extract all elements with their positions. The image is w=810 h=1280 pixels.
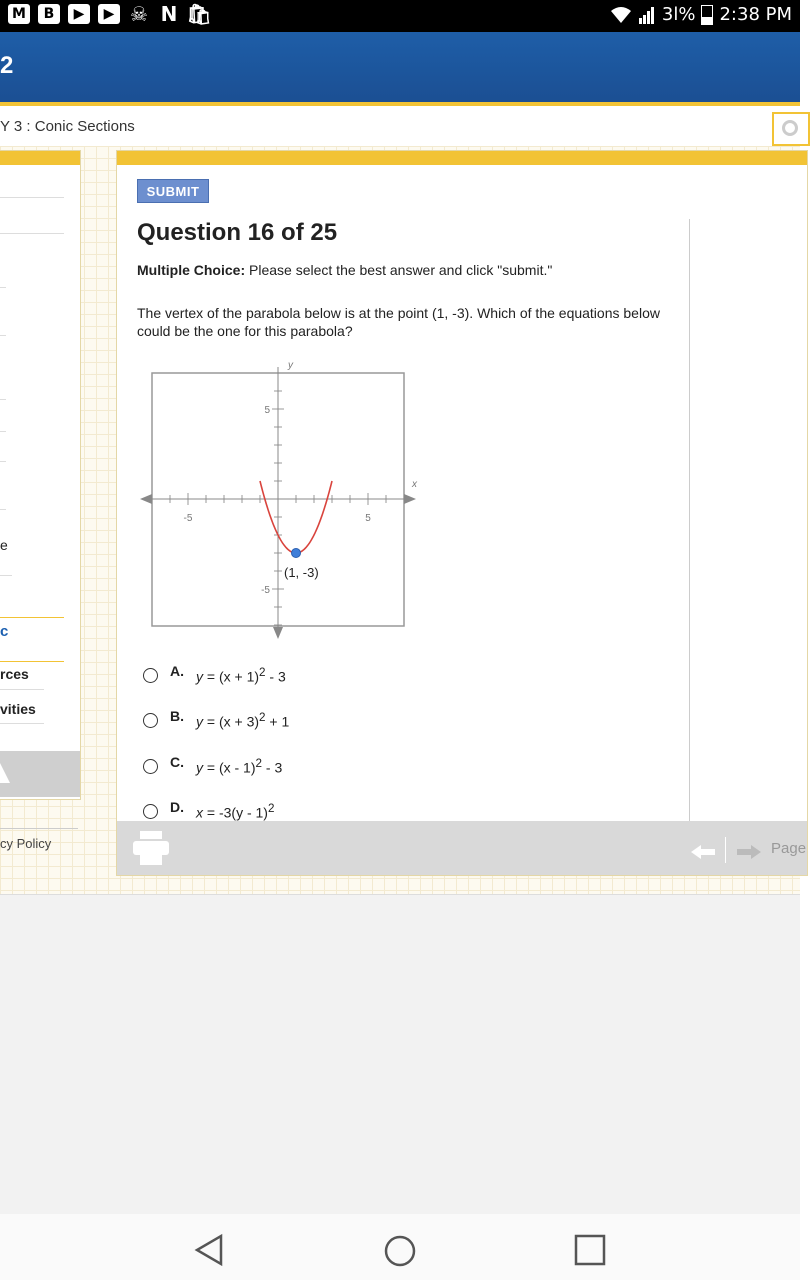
- sidebar-divider: [0, 233, 64, 234]
- print-button[interactable]: [133, 831, 169, 865]
- search-icon: [782, 120, 798, 136]
- equation-variable: x: [196, 804, 203, 821]
- panel-footer-bar: [117, 821, 807, 875]
- sidebar-divider: [0, 661, 64, 662]
- nav-separator: [725, 837, 726, 863]
- equation-tail: - 3: [262, 759, 283, 776]
- b-app-icon: B: [38, 4, 60, 24]
- equation-variable: y: [196, 713, 203, 730]
- x-axis-label: x: [412, 479, 417, 490]
- x-axis-arrow-right: [404, 494, 416, 504]
- tick-label-y-neg: -5: [261, 585, 270, 596]
- previous-arrow-shaft[interactable]: [701, 849, 715, 855]
- youtube-icon: ▶: [68, 4, 90, 24]
- privacy-divider: [0, 828, 78, 829]
- next-arrow-icon[interactable]: [751, 845, 761, 859]
- sub-header: [0, 106, 800, 146]
- printer-icon-top: [140, 831, 162, 839]
- equation-exponent: 2: [259, 710, 266, 724]
- battery-percent: 3l%: [661, 4, 696, 25]
- recents-icon[interactable]: [574, 1234, 606, 1266]
- equation-tail: + 1: [265, 713, 290, 730]
- youtube-icon-2: ▶: [98, 4, 120, 24]
- equation-body: = (x - 1): [203, 759, 256, 776]
- sidebar-divider: [0, 197, 64, 198]
- status-bar: [0, 0, 800, 32]
- sidebar-divider: [0, 461, 6, 462]
- choice-d[interactable]: [143, 799, 274, 823]
- y-axis-label: y: [288, 360, 293, 371]
- system-status: [610, 4, 792, 25]
- sidebar-action-band[interactable]: [0, 751, 80, 797]
- radio-button[interactable]: [143, 668, 158, 683]
- parabola-graph: [135, 353, 417, 643]
- radio-button[interactable]: [143, 804, 158, 819]
- sidebar-divider: [0, 399, 6, 400]
- instruction-text: Please select the best answer and click "submit.": [249, 262, 553, 278]
- header-number: 2: [0, 52, 14, 79]
- tick-label-x-neg: -5: [183, 513, 193, 524]
- x-axis-arrow-left: [140, 494, 152, 504]
- android-nav-bar: [0, 1214, 800, 1280]
- gmail-icon: M: [8, 4, 30, 24]
- sidebar: [0, 150, 81, 800]
- question-type: Multiple Choice:: [137, 262, 246, 278]
- signal-icon: [638, 6, 656, 24]
- equation-exponent: 2: [255, 756, 262, 770]
- choice-b[interactable]: [143, 708, 289, 732]
- shopping-bag-icon: 🛍: [186, 2, 212, 26]
- submit-button[interactable]: SUBMIT: [137, 179, 209, 203]
- vertex-label: (1, -3): [284, 565, 319, 580]
- notification-icons: [8, 4, 210, 24]
- breadcrumb: Y 3 : Conic Sections: [0, 118, 135, 135]
- radio-button[interactable]: [143, 759, 158, 774]
- netflix-icon: N: [160, 2, 178, 26]
- wifi-icon: [610, 6, 632, 24]
- tick-label-y-pos: 5: [264, 405, 270, 416]
- sidebar-item-resources[interactable]: rces: [0, 666, 29, 682]
- sidebar-divider: [0, 509, 6, 510]
- sidebar-divider: [0, 335, 6, 336]
- app-header: [0, 32, 800, 102]
- back-icon[interactable]: [194, 1234, 224, 1266]
- sidebar-item-activities[interactable]: vities: [0, 701, 36, 717]
- vertex-point: [292, 549, 301, 558]
- question-panel: [116, 150, 808, 876]
- choice-equation: [196, 757, 282, 776]
- sidebar-top-band: [0, 151, 80, 165]
- equation-body: = (x + 1): [203, 668, 260, 685]
- sidebar-divider: [0, 287, 6, 288]
- choice-letter: A.: [170, 663, 184, 679]
- equation-variable: y: [196, 759, 203, 776]
- equation-exponent: 2: [259, 665, 266, 679]
- question-text: The vertex of the parabola below is at the point (1, -3). Which of the equations below could be the one for this parabola?: [137, 305, 660, 339]
- question-instructions: [137, 262, 552, 278]
- privacy-policy-link[interactable]: cy Policy: [0, 836, 52, 851]
- choice-letter: B.: [170, 708, 184, 724]
- choice-c[interactable]: [143, 754, 282, 778]
- sidebar-item-fragment[interactable]: e: [0, 537, 8, 553]
- sidebar-divider: [0, 689, 44, 690]
- sidebar-item-link[interactable]: c: [0, 623, 9, 640]
- page-label: Page: [771, 840, 807, 857]
- equation-body: = -3(y - 1): [203, 804, 268, 821]
- sidebar-divider: [0, 431, 6, 432]
- choice-a[interactable]: [143, 663, 286, 687]
- choice-equation: [196, 666, 286, 685]
- sidebar-divider: [0, 575, 12, 576]
- panel-divider: [689, 219, 690, 821]
- search-button[interactable]: [772, 112, 810, 146]
- choice-equation: [196, 802, 274, 821]
- equation-tail: - 3: [265, 668, 286, 685]
- battery-icon: [701, 5, 713, 25]
- y-axis-arrow-down: [273, 627, 283, 639]
- clock: 2:38 PM: [719, 4, 792, 25]
- printer-icon: [133, 841, 169, 855]
- equation-variable: y: [196, 668, 203, 685]
- choice-letter: C.: [170, 754, 184, 770]
- question-title: Question 16 of 25: [137, 219, 338, 246]
- printer-icon-paper: [140, 855, 162, 865]
- sidebar-divider: [0, 723, 44, 724]
- up-arrow-icon: [0, 763, 10, 783]
- next-arrow-shaft[interactable]: [737, 849, 751, 855]
- page-footer-area: [0, 894, 800, 1215]
- equation-exponent: 2: [267, 801, 275, 815]
- choice-letter: D.: [170, 799, 184, 815]
- sidebar-divider: [0, 617, 64, 618]
- skull-icon: ☠: [130, 2, 148, 26]
- panel-top-band: [117, 151, 807, 165]
- home-icon[interactable]: [383, 1234, 417, 1268]
- choice-equation: [196, 711, 289, 730]
- radio-button[interactable]: [143, 713, 158, 728]
- equation-body: = (x + 3): [203, 713, 260, 730]
- tick-label-x-pos: 5: [365, 513, 371, 524]
- previous-arrow-icon[interactable]: [691, 845, 701, 859]
